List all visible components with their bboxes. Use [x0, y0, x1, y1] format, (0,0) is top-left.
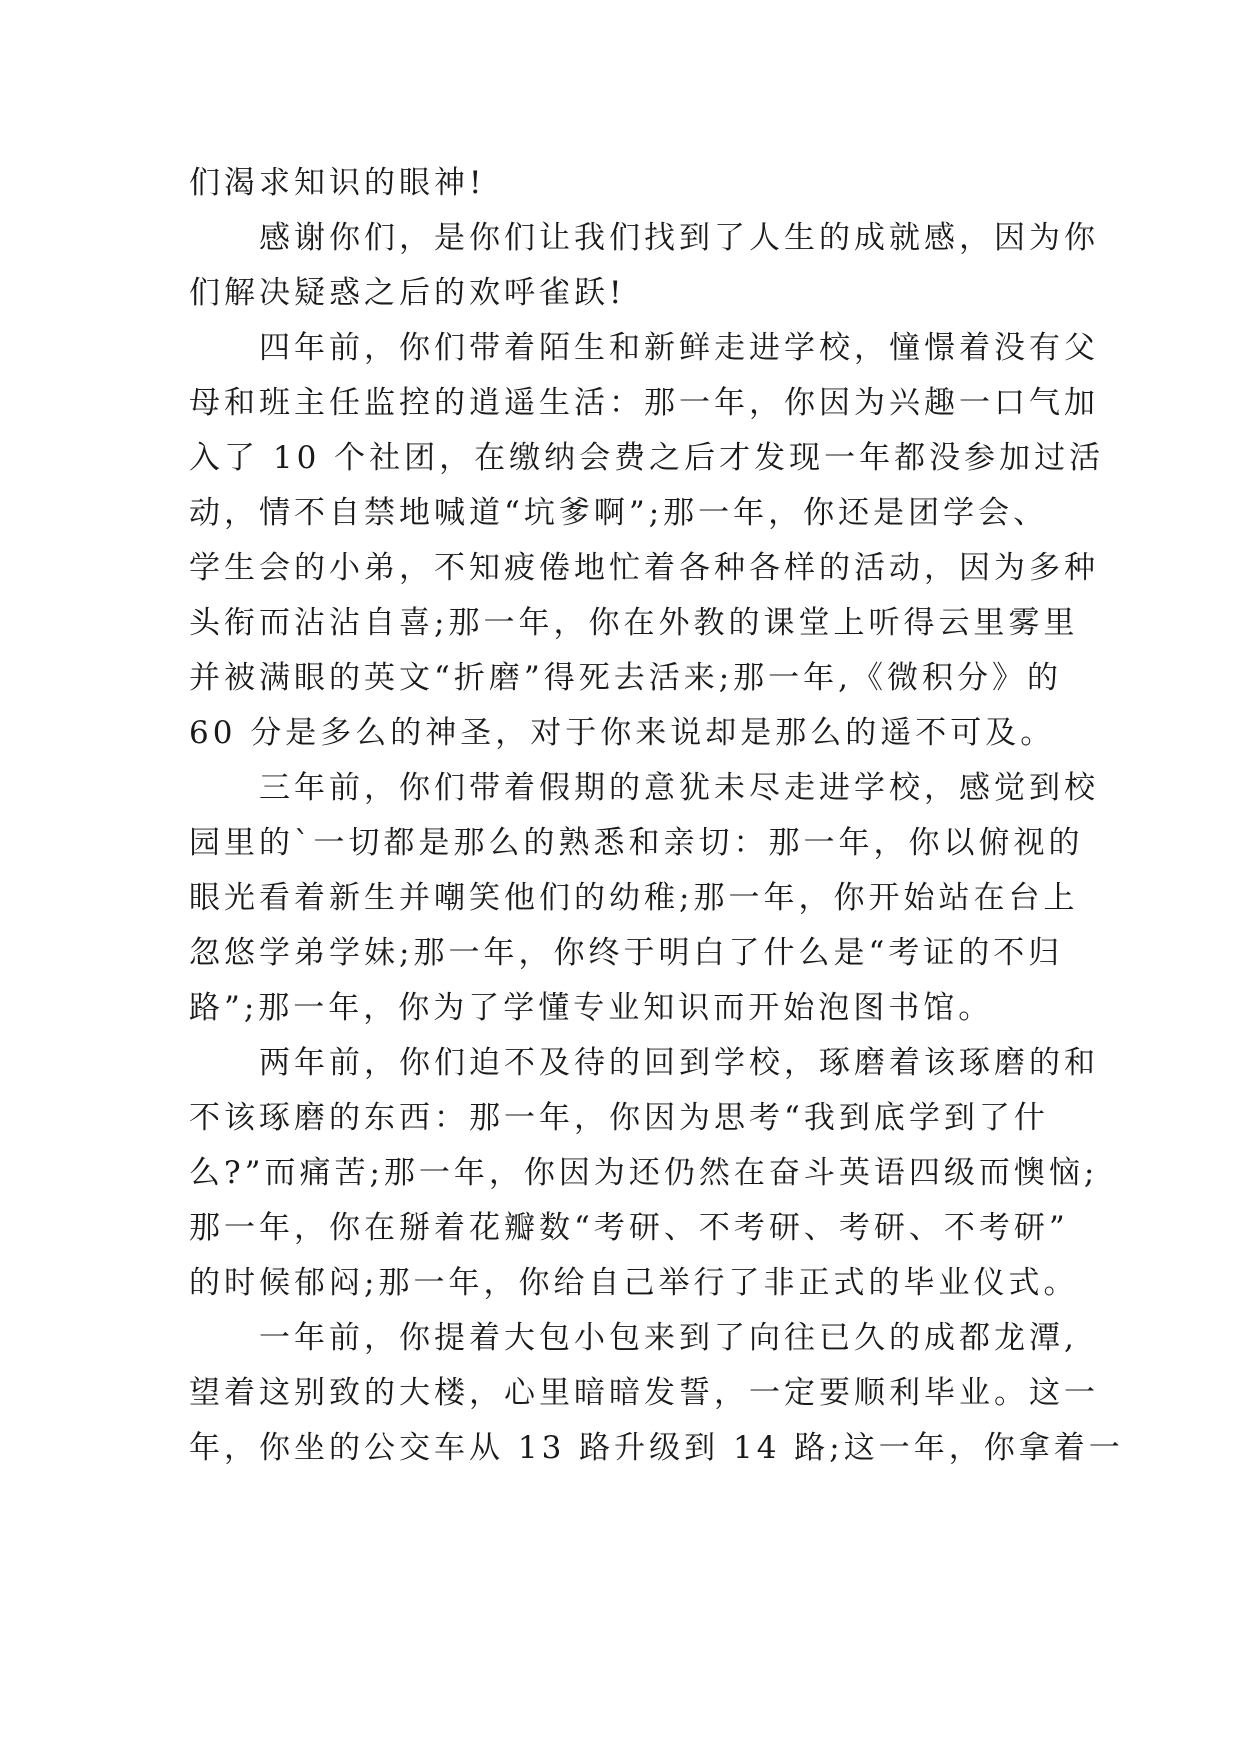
- text-line: 们解决疑惑之后的欢呼雀跃!: [189, 275, 626, 311]
- text-line: 感谢你们，是你们让我们找到了人生的成就感，因为你: [259, 220, 1099, 256]
- text-line: 眼光看着新生并嘲笑他们的幼稚;那一年，你开始站在台上: [189, 880, 1079, 916]
- text-line: 学生会的小弟，不知疲倦地忙着各种各样的活动，因为多种: [189, 550, 1099, 586]
- body-text: [189, 156, 1124, 1476]
- text-line: 并被满眼的英文“折磨”得死去活来;那一年,《微积分》的: [189, 660, 1062, 696]
- text-line: 园里的`一切都是那么的熟悉和亲切：那一年，你以俯视的: [189, 825, 1084, 861]
- text-line: 路”;那一年，你为了学懂专业知识而开始泡图书馆。: [189, 990, 994, 1026]
- text-line: 么?”而痛苦;那一年，你因为还仍然在奋斗英语四级而懊恼;: [189, 1155, 1099, 1191]
- text-line: 年，你坐的公交车从 13 路升级到 14 路;这一年，你拿着一: [189, 1430, 1124, 1466]
- text-line: 的时候郁闷;那一年，你给自己举行了非正式的毕业仪式。: [189, 1265, 1079, 1301]
- text-line: 头衔而沾沾自喜;那一年，你在外教的课堂上听得云里雾里: [189, 605, 1079, 641]
- text-line: 动，情不自禁地喊道“坑爹啊”;那一年，你还是团学会、: [189, 495, 1049, 531]
- text-line: 们渴求知识的眼神!: [189, 165, 486, 201]
- text-line: 三年前，你们带着假期的意犹未尽走进学校，感觉到校: [259, 770, 1099, 806]
- text-line: 望着这别致的大楼，心里暗暗发誓，一定要顺利毕业。这一: [189, 1375, 1099, 1411]
- text-line: 不该琢磨的东西：那一年，你因为思考“我到底学到了什: [189, 1100, 1049, 1136]
- text-line: 那一年，你在掰着花瓣数“考研、不考研、考研、不考研”: [189, 1210, 1069, 1246]
- text-line: 一年前，你提着大包小包来到了向往已久的成都龙潭,: [259, 1320, 1078, 1356]
- text-line: 忽悠学弟学妹;那一年，你终于明白了什么是“考证的不归: [189, 935, 1064, 971]
- text-line: 母和班主任监控的逍遥生活：那一年，你因为兴趣一口气加: [189, 385, 1099, 421]
- text-line: 两年前，你们迫不及待的回到学校，琢磨着该琢磨的和: [259, 1045, 1099, 1081]
- text-line: 60 分是多么的神圣，对于你来说却是那么的遥不可及。: [189, 715, 1056, 751]
- text-line: 四年前，你们带着陌生和新鲜走进学校，憧憬着没有父: [259, 330, 1099, 366]
- text-line: 入了 10 个社团，在缴纳会费之后才发现一年都没参加过活: [189, 440, 1105, 476]
